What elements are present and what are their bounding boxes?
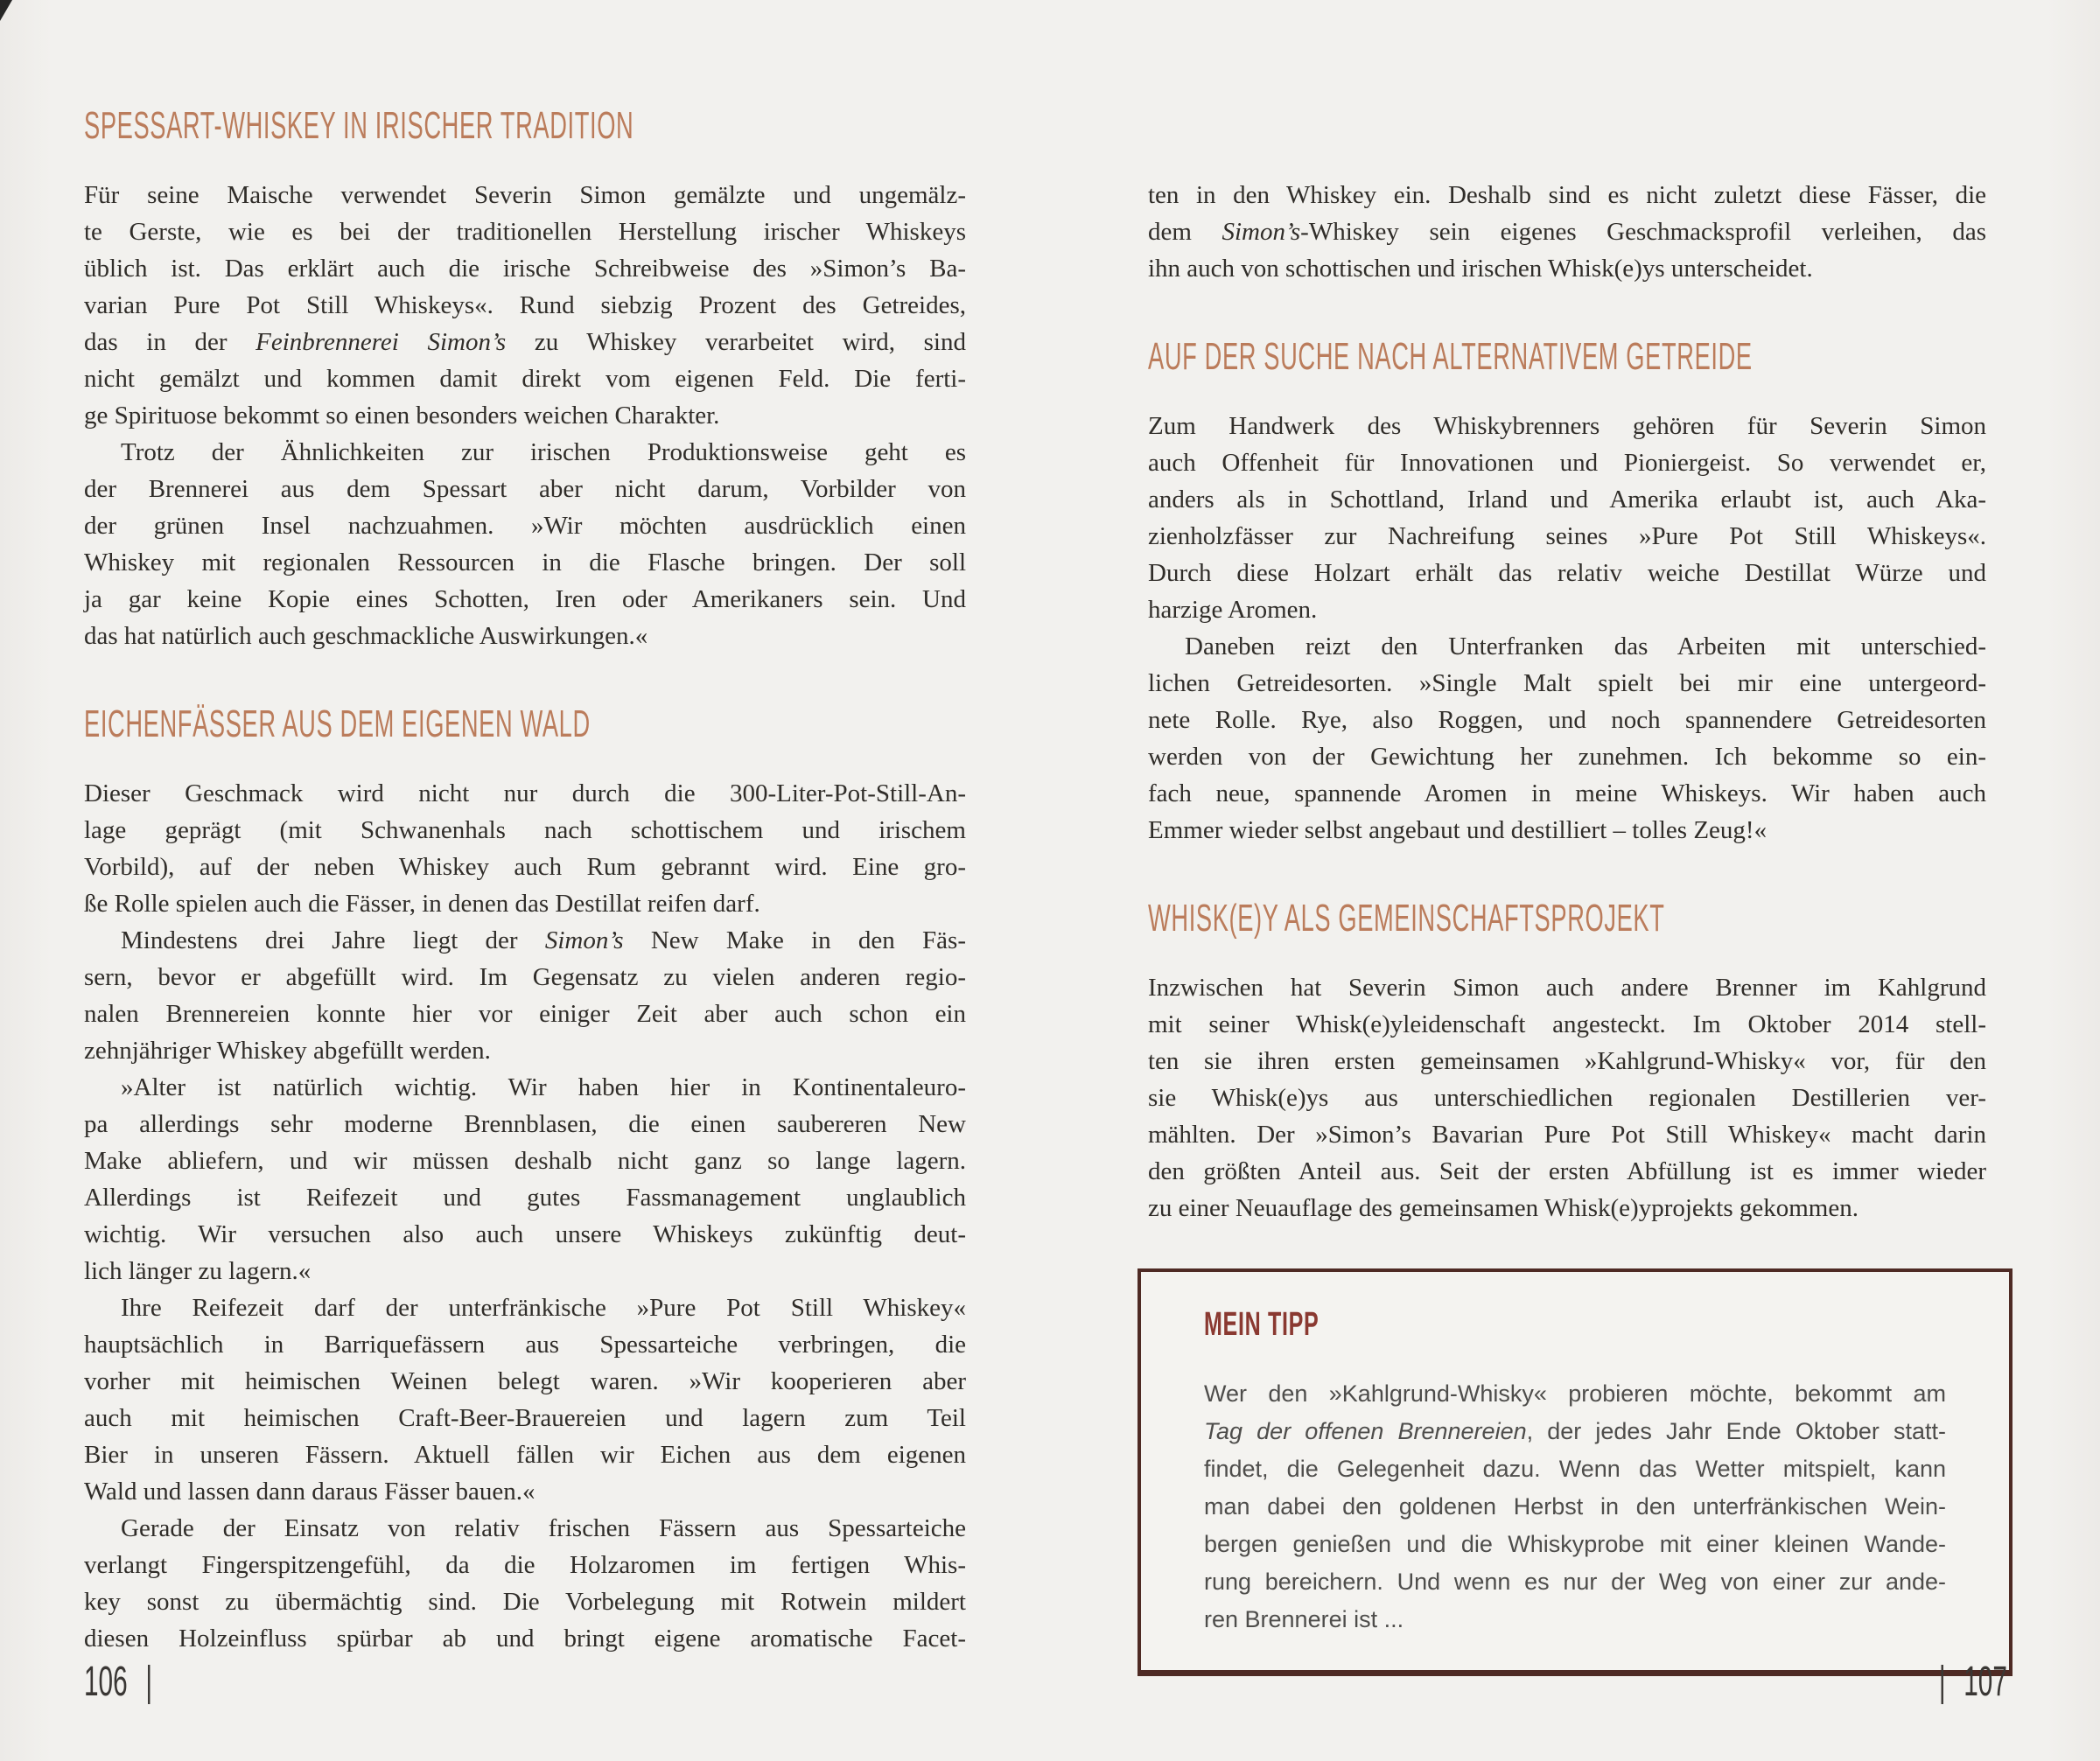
text-line: lich länger zu lagern.« [84,1257,312,1285]
text-line: fach neue, spannende Aromen in meine Whiskeys. Wir haben auch [1148,779,1986,807]
section-heading: WHISK(E)Y ALS GEMEINSCHAFTSPROJEKT [1148,897,1665,940]
text-line: ihn auch von schottischen und irischen Whisk(e)ys unterscheidet. [1148,255,1813,283]
text-line: lichen Getreidesorten. »Single Malt spielt bei mir eine untergeord- [1148,669,1986,697]
page-number-right: | 107 [1938,1659,2007,1705]
text-line: Für seine Maische verwendet Severin Simon gemälzte und ungemälz- [84,181,966,209]
text-line: ten sie ihren ersten gemeinsamen »Kahlgrund-Whisky« vor, für den [1148,1047,1986,1075]
paragraph [84,1510,966,1657]
text-line: Vorbild), auf der neben Whiskey auch Rum gebrannt wird. Eine gro- [84,853,966,881]
text-line: üblich ist. Das erklärt auch die irische Schreibweise des »Simon’s Ba- [84,255,966,283]
text-line: der grünen Insel nachzuahmen. »Wir möchten ausdrücklich einen [84,512,966,540]
paragraph [84,1069,966,1289]
paragraph [84,922,966,1069]
page-number-left: 106 | [84,1659,153,1705]
paragraph [1148,177,1986,287]
text-line: auch Offenheit für Innovationen und Pioniergeist. So verwendet er, [1148,449,1986,477]
text-line: Wald und lassen dann daraus Fässer bauen.« [84,1478,536,1506]
text-line: man dabei den goldenen Herbst in den unterfränkischen Wein- [1204,1493,1946,1520]
text-line: das hat natürlich auch geschmackliche Auswirkungen.« [84,622,648,650]
text-line: Whiskey mit regionalen Ressourcen in die Flasche bringen. Der soll [84,549,966,577]
text-line: ja gar keine Kopie eines Schotten, Iren oder Amerikaners sein. Und [84,585,966,613]
text-line: »Alter ist natürlich wichtig. Wir haben hier in Kontinentaleuro- [121,1073,966,1101]
text-line: das in der Feinbrennerei Simon’s zu Whiskey verarbeitet wird, sind [84,328,966,356]
text-line: vorher mit heimischen Weinen belegt waren. »Wir kooperieren aber [84,1367,966,1395]
tip-box [1138,1268,2012,1676]
text-line: diesen Holzeinfluss spürbar ab und bringt eigene aromatische Facet- [84,1625,966,1653]
text-line: werden von der Gewichtung her zunehmen. Ich bekomme so ein- [1148,743,1986,771]
text-line: harzige Aromen. [1148,596,1318,624]
paragraph [84,1289,966,1510]
text-line: auch mit heimischen Craft-Beer-Brauereien und lagern zum Teil [84,1404,966,1432]
paragraph [1148,408,1986,628]
text-line: Zum Handwerk des Whiskybrenners gehören für Severin Simon [1148,412,1986,440]
text-line: Mindestens drei Jahre liegt der Simon’s New Make in den Fäs- [121,926,966,954]
text-line: zienholzfässer zur Nachreifung seines »Pure Pot Still Whiskeys«. [1148,522,1986,550]
text-line: hauptsächlich in Barriquefässern aus Spessarteiche verbringen, die [84,1331,966,1359]
left-page-column [84,105,966,1657]
text-line: Wer den »Kahlgrund-Whisky« probieren möchte, bekommt am [1204,1380,1946,1407]
text-line: ße Rolle spielen auch die Fässer, in denen das Destillat reifen darf. [84,890,760,918]
text-line: Tag der offenen Brennereien, der jedes Jahr Ende Oktober statt- [1204,1418,1947,1444]
section-heading: EICHENFÄSSER AUS DEM EIGENEN WALD [84,702,591,745]
text-line: rung bereichern. Und wenn es nur der Weg von einer zur ande- [1204,1569,1946,1595]
text-line: findet, die Gelegenheit dazu. Wenn das Wetter mitspielt, kann [1204,1456,1946,1482]
text-line: bergen genießen und die Whiskyprobe mit einer kleinen Wande- [1204,1531,1946,1557]
text-line: wichtig. Wir versuchen also auch unsere Whiskeys zukünftig deut- [84,1220,966,1248]
section-heading: AUF DER SUCHE NACH ALTERNATIVEM GETREIDE [1148,335,1753,378]
text-line: zu einer Neuauflage des gemeinsamen Whisk(e)yprojekts gekommen. [1148,1194,1858,1222]
text-line: verlangt Fingerspitzengefühl, da die Holzaromen im fertigen Whis- [84,1551,966,1579]
tip-box-text [1204,1375,1946,1639]
text-line: anders als in Schottland, Irland und Amerika erlaubt ist, auch Aka- [1148,486,1986,514]
text-line: varian Pure Pot Still Whiskeys«. Rund siebzig Prozent des Getreides, [84,291,966,319]
tip-box-title: MEIN TIPP [1204,1306,1320,1343]
paragraph [1148,969,1986,1226]
text-line: Durch diese Holzart erhält das relativ weiche Destillat Würze und [1148,559,1986,587]
text-line: Ihre Reifezeit darf der unterfränkische »Pure Pot Still Whiskey« [121,1294,966,1322]
text-line: nicht gemälzt und kommen damit direkt vom eigenen Feld. Die ferti- [84,365,966,393]
text-line: ge Spirituose bekommt so einen besonders weichen Charakter. [84,402,720,430]
text-line: mählten. Der »Simon’s Bavarian Pure Pot Still Whiskey« macht darin [1148,1121,1986,1149]
text-line: te Gerste, wie es bei der traditionellen Herstellung irischer Whiskeys [84,218,966,246]
paragraph [84,177,966,434]
text-line: Make abliefern, und wir müssen deshalb nicht ganz so lange lagern. [84,1147,966,1175]
text-line: Dieser Geschmack wird nicht nur durch die 300-Liter-Pot-Still-An- [84,779,966,807]
text-line: Inzwischen hat Severin Simon auch andere Brenner im Kahlgrund [1148,974,1986,1002]
text-line: lage geprägt (mit Schwanenhals nach schottischem und irischem [84,816,966,844]
scan-artifact [0,0,12,21]
text-line: sie Whisk(e)ys aus unterschiedlichen regionalen Destillerien ver- [1148,1084,1986,1112]
text-line: Trotz der Ähnlichkeiten zur irischen Produktionsweise geht es [121,438,966,466]
text-line: den größten Anteil aus. Seit der ersten Abfüllung ist es immer wieder [1148,1157,1986,1185]
text-line: ten in den Whiskey ein. Deshalb sind es nicht zuletzt diese Fässer, die [1148,181,1986,209]
text-line: dem Simon’s-Whiskey sein eigenes Geschmacksprofil verleihen, das [1148,218,1986,246]
text-line: Daneben reizt den Unterfranken das Arbeiten mit unterschied- [1185,632,1986,660]
text-line: Bier in unseren Fässern. Aktuell fällen wir Eichen aus dem eigenen [84,1441,966,1469]
text-line: der Brennerei aus dem Spessart aber nicht darum, Vorbilder von [84,475,966,503]
text-line: nete Rolle. Rye, also Roggen, und noch spannendere Getreidesorten [1148,706,1986,734]
section-heading: SPESSART-WHISKEY IN IRISCHER TRADITION [84,104,634,147]
text-line: Allerdings ist Reifezeit und gutes Fassmanagement unglaublich [84,1184,966,1212]
paragraph [84,434,966,654]
paragraph [84,775,966,922]
right-page-text [1148,177,1986,1226]
right-page-column [1148,177,1986,1676]
text-line: mit seiner Whisk(e)yleidenschaft angesteckt. Im Oktober 2014 stell- [1148,1010,1986,1038]
paragraph [1148,628,1986,849]
text-line: Emmer wieder selbst angebaut und destilliert – tolles Zeug!« [1148,816,1768,844]
text-line: Gerade der Einsatz von relativ frischen Fässern aus Spessarteiche [121,1514,966,1542]
text-line: key sonst zu übermächtig sind. Die Vorbelegung mit Rotwein mildert [84,1588,966,1616]
text-line: sern, bevor er abgefüllt wird. Im Gegensatz zu vielen anderen regio- [84,963,966,991]
text-line: nalen Brennereien konnte hier vor einiger Zeit aber auch schon ein [84,1000,966,1028]
text-line: zehnjähriger Whiskey abgefüllt werden. [84,1037,491,1065]
text-line: pa allerdings sehr moderne Brennblasen, die einen saubereren New [84,1110,966,1138]
text-line: ren Brennerei ist ... [1204,1606,1404,1632]
